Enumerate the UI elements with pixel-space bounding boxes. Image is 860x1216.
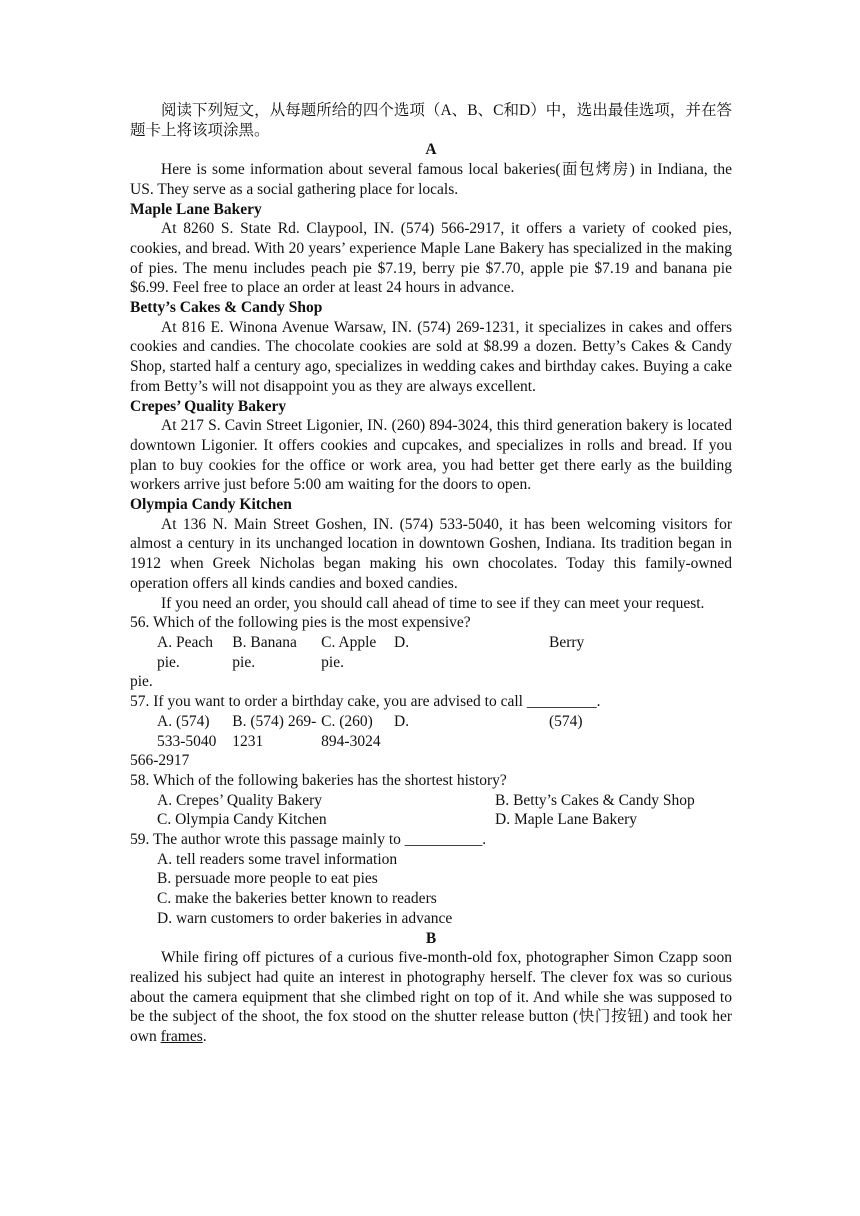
option-d-letter: D. [394, 712, 410, 730]
question-options [130, 712, 732, 751]
bakery-heading: Betty’s Cakes & Candy Shop [130, 299, 323, 317]
option-a: A. Peach pie. [157, 633, 213, 671]
question-stem: 59. The author wrote this passage mainly to __________. [130, 831, 487, 849]
bakery-text: At 136 N. Main Street Goshen, IN. (574) 533-5040, it has been welcoming visitors for almost a century in its unchanged location in downtown Goshen, Indiana. Its tradition began in 1912 when Greek Nicholas began making his own chocolates. Today this family-owned operation offers all kinds candies and boxed candies. [130, 515, 732, 592]
section-a-title: A [425, 141, 437, 159]
bakery-heading: Maple Lane Bakery [130, 200, 262, 218]
question-stem: 57. If you want to order a birthday cake, you are advised to call _________. [130, 693, 601, 711]
option-d-text: Berry [549, 633, 585, 651]
section-b-text-after: . [202, 1028, 207, 1046]
option-b: B. Betty’s Cakes & Candy Shop [495, 791, 695, 809]
option-a: A. Crepes’ Quality Bakery [157, 791, 322, 809]
option-b: B. (574) 269-1231 [232, 712, 317, 750]
underlined-word: frames [160, 1028, 203, 1046]
option-c: C. make the bakeries better known to readers [157, 890, 437, 908]
option-b: B. persuade more people to eat pies [157, 870, 378, 888]
document-page [130, 101, 732, 1047]
section-a-closing: If you need an order, you should call ahead of time to see if they can meet your request. [161, 594, 705, 612]
option-c: C. (260) 894-3024 [321, 712, 381, 750]
option-d [394, 633, 732, 672]
option-d: D. warn customers to order bakeries in advance [157, 909, 453, 927]
option-d-letter: D. [394, 633, 410, 651]
section-b-title: B [425, 929, 437, 947]
bakery-text: At 816 E. Winona Avenue Warsaw, IN. (574) 269-1231, it specializes in cakes and offers cookies and candies. The chocolate cookies are sold at $8.99 a dozen. Betty’s Cakes & Candy Shop, started half a century ago, specializes in wedding cakes and birthday cakes. Buying a cake from Betty’s will not disappoint you as they are always excellent. [130, 318, 732, 395]
question-stem: 58. Which of the following bakeries has the shortest history? [130, 771, 507, 789]
bakery-heading: Olympia Candy Kitchen [130, 496, 292, 514]
option-d: D. Maple Lane Bakery [495, 811, 638, 829]
option-b: B. Banana pie. [232, 633, 297, 671]
question-stem: 56. Which of the following pies is the most expensive? [130, 614, 471, 632]
question-options [130, 810, 732, 830]
bakery-text: At 8260 S. State Rd. Claypool, IN. (574) 566-2917, it offers a variety of cooked pies, cookies, and bread. With 20 years’ experience Maple Lane Bakery has specialized in the making of pies. The menu includes peach pie $7.19, berry pie $7.70, apple pie $7.19 and banana pie $6.99. Feel free to place an order at least 24 hours in advance. [130, 220, 732, 297]
option-a: A. (574) 533-5040 [157, 712, 217, 750]
option-d-wrap: pie. [130, 673, 153, 691]
question-options [130, 791, 732, 811]
section-a-intro: Here is some information about several famous local bakeries(面包烤房) in Indiana, the US. They serve as a social gathering place for locals. [130, 161, 732, 198]
option-d-text: (574) [549, 712, 583, 730]
question-options [130, 633, 732, 672]
section-b-text [130, 948, 732, 1047]
bakery-heading: Crepes’ Quality Bakery [130, 397, 287, 415]
option-c: C. Olympia Candy Kitchen [157, 811, 327, 829]
option-a: A. tell readers some travel information [157, 850, 398, 868]
option-d-wrap: 566-2917 [130, 752, 190, 770]
bakery-text: At 217 S. Cavin Street Ligonier, IN. (260) 894-3024, this third generation bakery is located downtown Ligonier. It offers cookies and cupcakes, and specializes in rolls and bread. If you plan to buy cookies for the office or work area, you had better get there early as the building workers arrive just before 5:00 am waiting for the doors to open. [130, 417, 732, 494]
instructions: 阅读下列短文，从每题所给的四个选项（A、B、C和D）中，选出最佳选项，并在答题卡上将该项涂黑。 [130, 102, 732, 139]
section-b-text-before: While firing off pictures of a curious five-month-old fox, photographer Simon Czapp soon realized his subject had quite an interest in photography herself. The clever fox was so curious about the camera equipment that she climbed right on top of it. And while she was supposed to be the subject of the shoot, the fox stood on the shutter release button (快门按钮) and took her own [130, 949, 732, 1046]
option-d [394, 712, 732, 751]
option-c: C. Apple pie. [321, 633, 377, 671]
